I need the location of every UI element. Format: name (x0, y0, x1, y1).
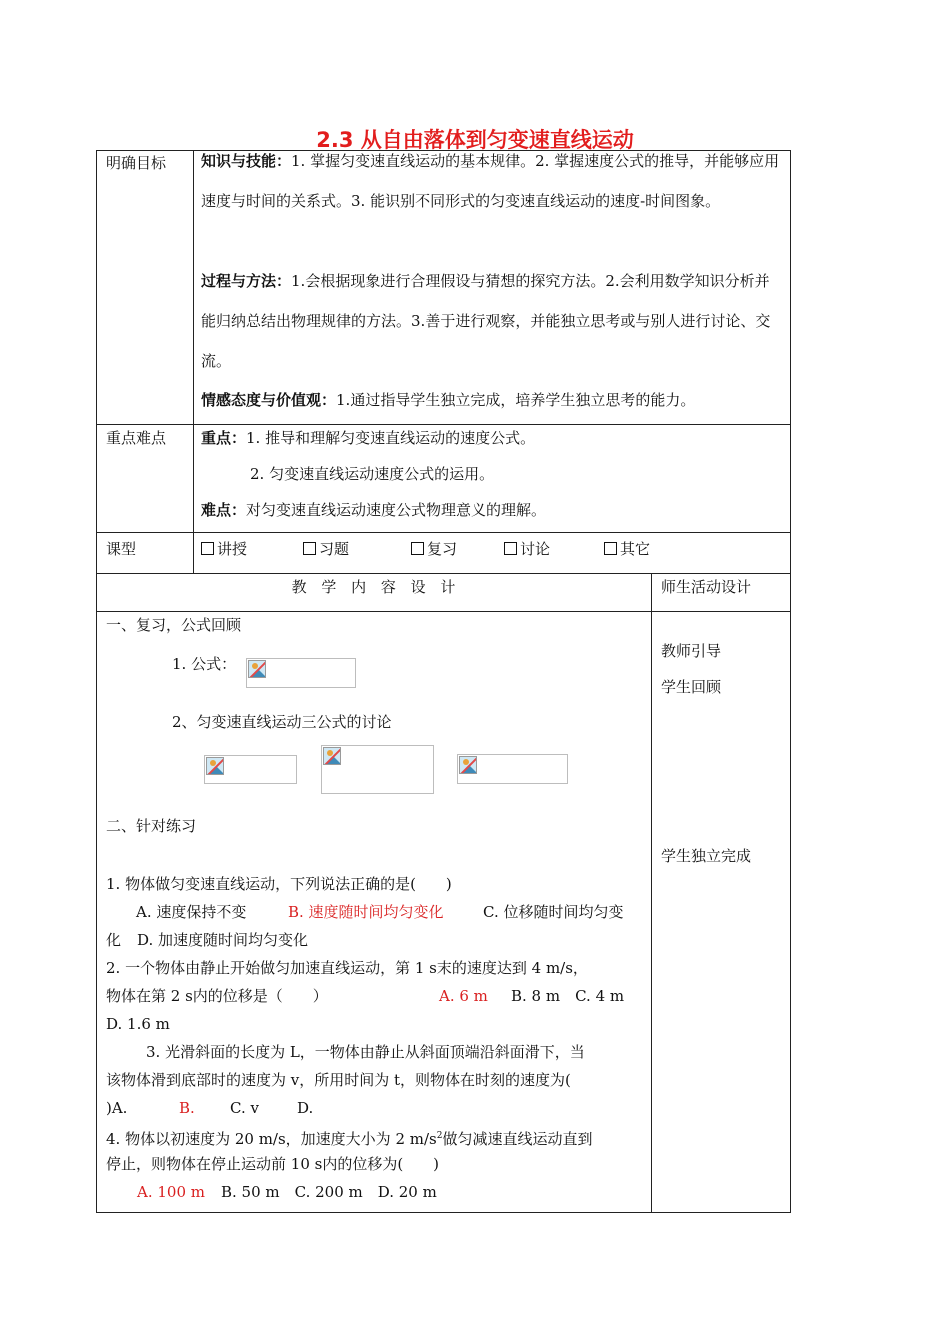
difficulty-heading: 难点： (201, 501, 247, 519)
lesson-type-label: 课型 (106, 540, 137, 558)
answer-option: A. 6 m (439, 987, 488, 1005)
lesson-type-option[interactable]: 复习 (411, 538, 457, 560)
broken-image-icon (248, 660, 266, 678)
checkbox[interactable] (303, 542, 316, 555)
question-2: 2. 一个物体由静止开始做匀加速直线运动，第 1 s末的速度达到 4 m/s， (106, 959, 588, 977)
option-continued: 化 (106, 931, 122, 949)
divider (96, 424, 791, 425)
process-methods (201, 261, 784, 381)
emotion-text: 1.通过指导学生独立完成，培养学生独立思考的能力。 (336, 391, 696, 409)
objectives-label: 明确目标 (106, 154, 167, 172)
option: D. 1.6 m (106, 1015, 170, 1033)
question-2-line: 物体在第 2 s内的位移是（ ） (106, 987, 328, 1005)
option: A. 速度保持不变 (136, 903, 247, 921)
option: D. (297, 1099, 314, 1117)
difficulty: 难点：对匀变速直线运动速度公式物理意义的理解。 (201, 501, 547, 519)
keypoints-label: 重点难点 (106, 429, 167, 447)
lesson-type-option[interactable]: 讲授 (201, 538, 247, 560)
checkbox[interactable] (604, 542, 617, 555)
divider (193, 150, 194, 574)
question-4-line: 停止，则物体在停止运动前 10 s内的位移为( ) (106, 1155, 440, 1173)
checkbox[interactable] (411, 542, 424, 555)
option: B. 8 m C. 4 m (511, 987, 625, 1005)
option: C. 位移随时间均匀变 (483, 903, 624, 921)
lesson-type-option[interactable]: 其它 (604, 538, 650, 560)
option: C. v (230, 1099, 259, 1117)
formula-discussion: 2、匀变速直线运动三公式的讨论 (172, 713, 392, 731)
design-header: 教 学 内 容 设 计 (291, 578, 456, 596)
answer-option: A. 100 m (137, 1183, 205, 1201)
lesson-type-option[interactable]: 习题 (303, 538, 349, 560)
question-3: 3. 光滑斜面的长度为 L，一物体由静止从斜面顶端沿斜面滑下，当 (146, 1043, 585, 1061)
answer-option: B. (179, 1099, 195, 1117)
emotion-values (201, 389, 695, 411)
option: )A. (106, 1099, 128, 1117)
section-practice: 二、针对练习 (106, 817, 197, 835)
broken-image-icon (323, 747, 341, 765)
answer-option: B. 速度随时间均匀变化 (288, 903, 444, 921)
key-point-1: 重点：1. 推导和理解匀变速直线运动的速度公式。 (201, 429, 536, 447)
process-heading: 过程与方法： (201, 272, 292, 290)
option: B. 50 m C. 200 m D. 20 m (221, 1183, 437, 1201)
checkbox[interactable] (201, 542, 214, 555)
question-1: 1. 物体做匀变速直线运动，下列说法正确的是( ) (106, 875, 452, 893)
emotion-heading: 情感态度与价值观： (201, 391, 337, 409)
activity-header: 师生活动设计 (661, 578, 752, 596)
knowledge-skills (201, 141, 784, 221)
formula-label: 1. 公式： (172, 655, 237, 673)
divider (96, 532, 791, 533)
option: D. 加速度随时间均匀变化 (137, 931, 309, 949)
key-point-2: 2. 匀变速直线运动速度公式的运用。 (250, 465, 495, 483)
activity-student-review: 学生回顾 (661, 678, 722, 696)
process-text: 1.会根据现象进行合理假设与猜想的探究方法。2.会利用数学知识分析并能归纳总结出物理规律的方法。3.善于进行观察，并能独立思考或与别人进行讨论、交流。 (201, 272, 771, 370)
divider (96, 611, 791, 612)
divider (651, 573, 652, 1213)
question-4: 4. 物体以初速度为 20 m/s，加速度大小为 2 $m/s^2$做匀减速直线运动直到 (106, 1130, 593, 1148)
activity-teacher-guide: 教师引导 (661, 642, 722, 660)
checkbox[interactable] (504, 542, 517, 555)
section-review: 一、复习，公式回顾 (106, 616, 242, 634)
question-3-line: 该物体滑到底部时的速度为 v，所用时间为 t，则物体在时刻的速度为( (106, 1071, 571, 1089)
divider (96, 573, 791, 574)
knowledge-heading: 知识与技能： (201, 152, 292, 170)
lesson-type-option[interactable]: 讨论 (504, 538, 550, 560)
page-title: 2.3 从自由落体到匀变速直线运动 (316, 128, 634, 152)
knowledge-text: 1. 掌握匀变速直线运动的基本规律。2. 掌握速度公式的推导，并能够应用速度与时间的关系式。3. 能识别不同形式的匀变速直线运动的速度-时间图象。 (201, 152, 780, 210)
broken-image-icon (459, 756, 477, 774)
key-heading: 重点： (201, 429, 247, 447)
broken-image-icon (206, 757, 224, 775)
activity-student-work: 学生独立完成 (661, 847, 752, 865)
